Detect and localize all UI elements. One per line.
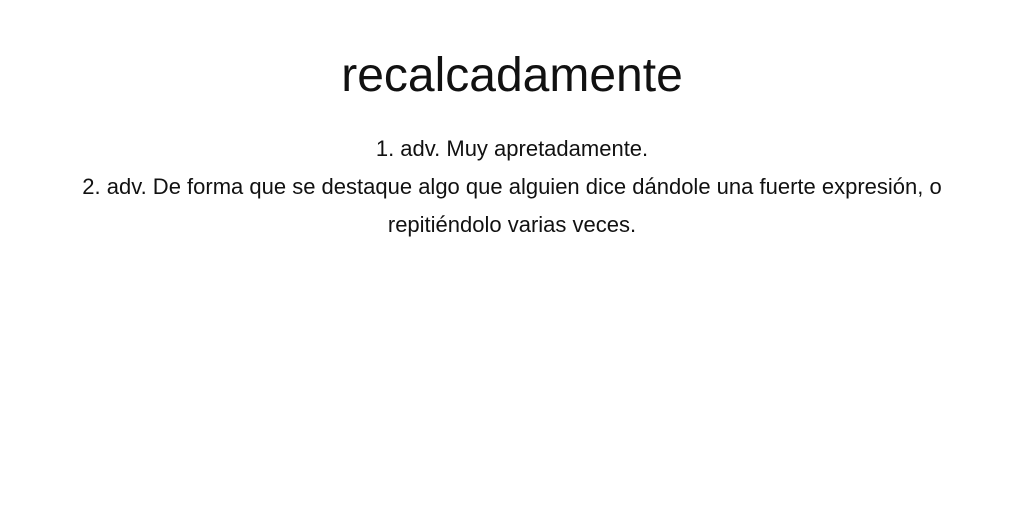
- headword: recalcadamente: [341, 49, 683, 102]
- definition-2: 2. adv. De forma que se destaque algo que alguien dice dándole una fuerte expresión, o repitiéndolo varias veces.: [82, 174, 942, 237]
- definition-1: 1. adv. Muy apretadamente.: [375, 136, 649, 161]
- definitions-list: [82, 130, 942, 244]
